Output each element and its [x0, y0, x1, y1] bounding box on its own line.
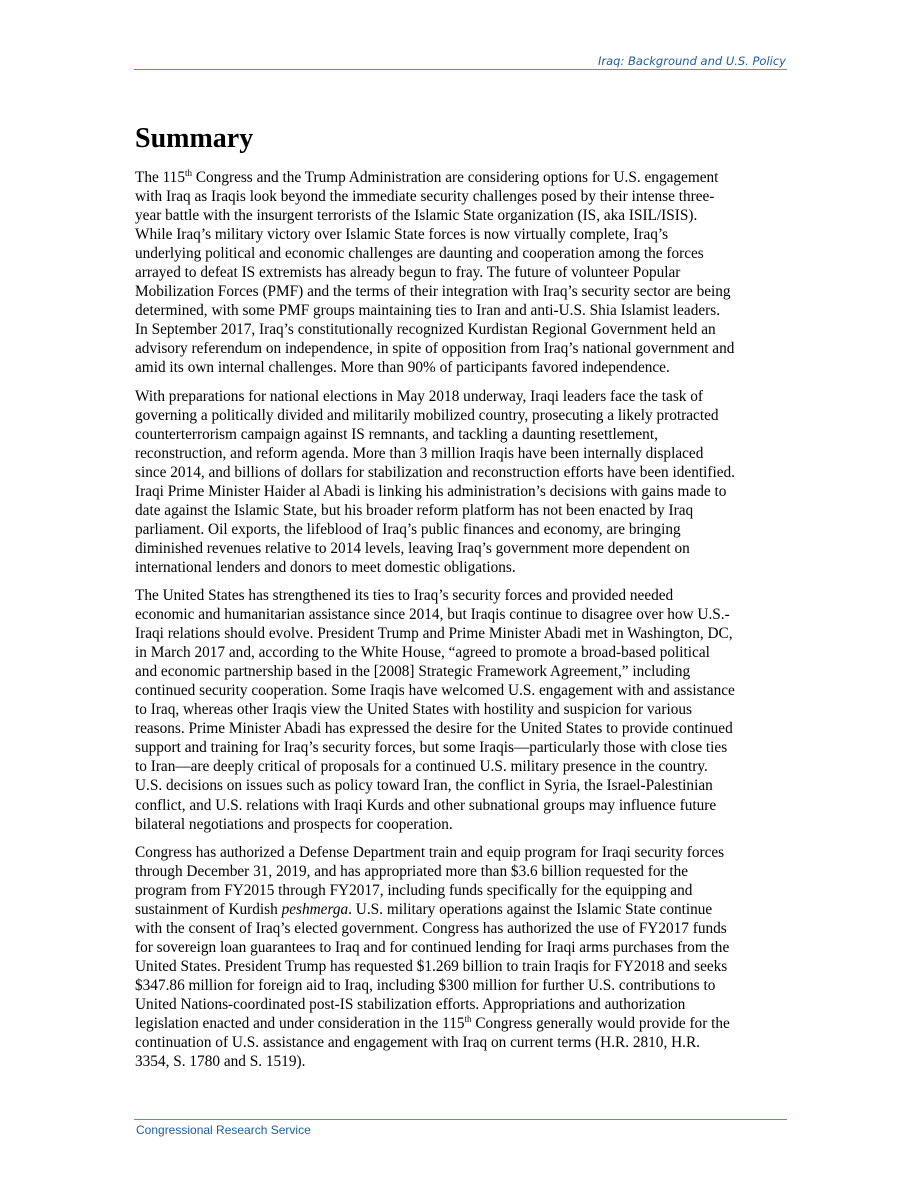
footer-divider [134, 1119, 787, 1120]
ordinal-superscript: th [184, 167, 192, 178]
text-line [135, 843, 787, 862]
text-segment: Iraqi relations should evolve. President Trump and Prime Minister Abadi met in Washington, DC, [135, 625, 733, 643]
text-segment: reconstruction, and reform agenda. More than 3 million Iraqis have been internally displaced [135, 444, 704, 462]
summary-paragraph-2 [135, 387, 787, 577]
text-line [135, 339, 787, 358]
text-line [135, 444, 787, 463]
summary-paragraph-4 [135, 843, 787, 1072]
text-segment: in March 2017 and, according to the White House, “agreed to promote a broad-based political [135, 644, 710, 662]
text-segment: United Nations-coordinated post-IS stabilization efforts. Appropriations and authorization [135, 995, 686, 1013]
text-line [135, 187, 787, 206]
text-line [135, 501, 787, 520]
text-segment: year battle with the insurgent terrorists of the Islamic State organization (IS, aka ISIL/ISIS). [135, 207, 698, 225]
text-segment: determined, with some PMF groups maintaining ties to Iran and anti-U.S. Shia Islamist leaders. [135, 302, 721, 320]
text-segment: legislation enacted and under consideration in the 115 [135, 1015, 465, 1033]
text-line [135, 995, 787, 1014]
text-segment: With preparations for national elections in May 2018 underway, Iraqi leaders face the task of [135, 387, 703, 405]
text-line [135, 225, 787, 244]
summary-paragraph-3 [135, 586, 787, 834]
summary-paragraph-1 [135, 168, 787, 378]
text-segment: U.S. decisions on issues such as policy toward Iran, the conflict in Syria, the Israel-Palestinian [135, 777, 713, 795]
text-segment: support and training for Iraq’s security forces, but some Iraqis—particularly those with close ties [135, 739, 728, 757]
text-segment: United States. President Trump has requested $1.269 billion to train Iraqis for FY2018 and seeks [135, 957, 728, 975]
text-segment: bilateral negotiations and prospects for cooperation. [135, 815, 453, 833]
text-segment: since 2014, and billions of dollars for stabilization and reconstruction efforts have been identified. [135, 463, 735, 481]
text-line [135, 815, 787, 834]
text-line [135, 862, 787, 881]
text-segment: with the consent of Iraq’s elected government. Congress has authorized the use of FY2017 funds [135, 919, 727, 937]
ordinal-superscript: th [464, 1013, 472, 1024]
text-segment: Mobilization Forces (PMF) and the terms of their integration with Iraq’s security sector are being [135, 283, 731, 301]
text-segment: for sovereign loan guarantees to Iraq and for continued lending for Iraqi arms purchases from the [135, 938, 730, 956]
text-line [135, 624, 787, 643]
text-line [135, 738, 787, 757]
text-line [135, 681, 787, 700]
text-segment: sustainment of Kurdish [135, 900, 282, 918]
text-line [135, 539, 787, 558]
text-line [135, 662, 787, 681]
text-line [135, 957, 787, 976]
text-segment: arrayed to defeat IS extremists has already begun to fray. The future of volunteer Popular [135, 264, 681, 282]
text-segment: $347.86 million for foreign aid to Iraq, including $300 million for further U.S. contributions to [135, 976, 716, 994]
text-line [135, 919, 787, 938]
text-line [135, 425, 787, 444]
text-segment: and economic partnership based in the [2008] Strategic Framework Agreement,” including [135, 663, 691, 681]
text-segment: through December 31, 2019, and has appropriated more than $3.6 billion requested for the [135, 862, 689, 880]
text-line [135, 776, 787, 795]
text-line [135, 463, 787, 482]
text-segment: date against the Islamic State, but his broader reform platform has not been enacted by Iraq [135, 501, 694, 519]
text-segment: reasons. Prime Minister Abadi has expressed the desire for the United States to provide continued [135, 720, 733, 738]
text-line [135, 263, 787, 282]
text-line [135, 558, 787, 577]
text-line [135, 1014, 787, 1033]
text-segment: . U.S. military operations against the Islamic State continue [348, 900, 713, 918]
text-segment: Iraqi Prime Minister Haider al Abadi is linking his administration’s decisions with gains made to [135, 482, 727, 500]
text-line [135, 387, 787, 406]
text-line [135, 719, 787, 738]
text-segment: parliament. Oil exports, the lifeblood of Iraq’s public finances and economy, are bringing [135, 520, 681, 538]
text-line [135, 482, 787, 501]
text-segment: In September 2017, Iraq’s constitutionally recognized Kurdistan Regional Government held an [135, 321, 716, 339]
text-segment: The 115 [135, 169, 185, 186]
text-segment: governing a politically divided and militarily mobilized country, prosecuting a likely protracted [135, 406, 719, 424]
text-line [135, 1033, 787, 1052]
text-segment: economic and humanitarian assistance since 2014, but Iraqis continue to disagree over how U.S.- [135, 606, 730, 624]
text-segment: continued security cooperation. Some Iraqis have welcomed U.S. engagement with and assistance [135, 682, 735, 700]
text-segment: continuation of U.S. assistance and engagement with Iraq on current terms (H.R. 2810, H.R. [135, 1034, 701, 1052]
text-segment: 3354, S. 1780 and S. 1519). [135, 1053, 306, 1071]
text-line [135, 976, 787, 995]
text-segment: counterterrorism campaign against IS remnants, and tackling a daunting resettlement, [135, 425, 658, 443]
text-line [135, 700, 787, 719]
text-segment: conflict, and U.S. relations with Iraqi Kurds and other subnational groups may influence future [135, 796, 717, 814]
text-line [135, 796, 787, 815]
text-segment: Congress and the Trump Administration are considering options for U.S. engagement [192, 169, 719, 186]
text-line [135, 757, 787, 776]
text-segment: The United States has strengthened its ties to Iraq’s security forces and provided needed [135, 586, 674, 604]
text-line [135, 406, 787, 425]
text-segment: international lenders and donors to meet domestic obligations. [135, 558, 516, 576]
text-segment: underlying political and economic challenges are daunting and cooperation among the forces [135, 245, 704, 263]
text-line [135, 900, 787, 919]
footer-publisher: Congressional Research Service [136, 1123, 311, 1137]
text-line [135, 244, 787, 263]
text-segment: While Iraq’s military victory over Islamic State forces is now virtually complete, Iraq’s [135, 226, 669, 244]
text-segment: to Iraq, whereas other Iraqis view the United States with hostility and suspicion for various [135, 701, 692, 719]
text-line [135, 320, 787, 339]
text-segment: diminished revenues relative to 2014 levels, leaving Iraq’s government more dependent on [135, 539, 690, 557]
text-line [135, 1052, 787, 1071]
text-segment: program from FY2015 through FY2017, including funds specifically for the equipping and [135, 881, 693, 899]
running-header-title: Iraq: Background and U.S. Policy [598, 54, 786, 68]
text-line [135, 206, 787, 225]
text-line [135, 586, 787, 605]
text-segment: with Iraq as Iraqis look beyond the immediate security challenges posed by their intense three- [135, 188, 715, 206]
text-line [135, 358, 787, 377]
text-segment: to Iran—are deeply critical of proposals for a continued U.S. military presence in the country. [135, 758, 708, 776]
text-line [135, 282, 787, 301]
text-segment: Congress has authorized a Defense Department train and equip program for Iraqi security forces [135, 843, 725, 861]
text-line [135, 605, 787, 624]
text-line [135, 168, 787, 187]
text-segment: advisory referendum on independence, in spite of opposition from Iraq’s national government and [135, 340, 735, 358]
text-line [135, 301, 787, 320]
text-line [135, 881, 787, 900]
text-line [135, 643, 787, 662]
text-line [135, 520, 787, 539]
italic-term: peshmerga [281, 900, 349, 918]
text-segment: Congress generally would provide for the [471, 1015, 730, 1033]
summary-body [135, 168, 787, 1080]
text-segment: amid its own internal challenges. More than 90% of participants favored independence. [135, 359, 670, 377]
section-heading: Summary [135, 123, 254, 154]
header-divider [134, 69, 787, 70]
text-line [135, 938, 787, 957]
